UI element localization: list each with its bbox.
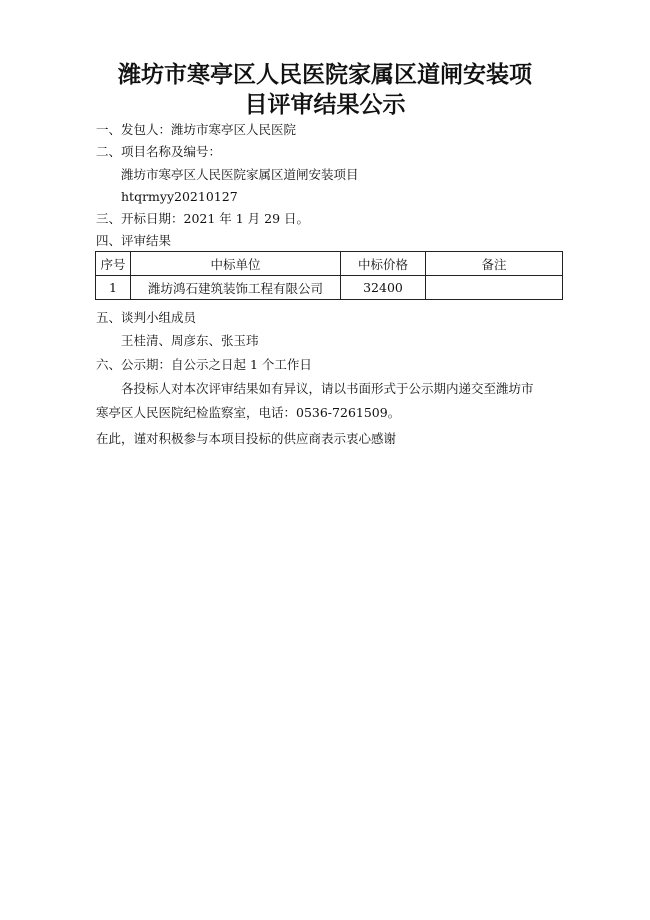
objection-notice-line-2: 寒亭区人民医院纪检监察室，电话：0536-7261509。: [96, 405, 401, 420]
document-title-line-1: 潍坊市寒亭区人民医院家属区道闸安装项: [118, 62, 532, 88]
table-header-row: [96, 252, 563, 276]
section-2-project-heading: 二、项目名称及编号：: [96, 144, 222, 159]
project-name: 潍坊市寒亭区人民医院家属区道闸安装项目: [121, 167, 359, 182]
cell-seq: 1: [96, 276, 131, 300]
section-6-publicity-period: 六、公示期：自公示之日起 1 个工作日: [96, 357, 312, 372]
table-row: [96, 276, 563, 300]
header-seq: 序号: [96, 252, 131, 276]
closing-thanks: 在此，谨对积极参与本项目投标的供应商表示衷心感谢: [96, 431, 397, 446]
panel-members: 王桂清、周彦东、张玉玮: [121, 333, 259, 348]
project-code: htqrmyy20210127: [121, 189, 238, 204]
header-winning-price: 中标价格: [341, 252, 426, 276]
cell-winning-unit: 潍坊鸿石建筑装饰工程有限公司: [131, 276, 341, 300]
section-1-employer: 一、发包人：潍坊市寒亭区人民医院: [96, 122, 297, 137]
header-remarks: 备注: [426, 252, 563, 276]
review-result-table: [95, 251, 563, 300]
section-5-panel-heading: 五、谈判小组成员: [96, 310, 197, 325]
cell-remarks: [426, 276, 563, 300]
objection-notice-line-1: 各投标人对本次评审结果如有异议，请以书面形式于公示期内递交至潍坊市: [121, 381, 534, 396]
section-4-review-result-heading: 四、评审结果: [96, 233, 172, 248]
section-3-bid-opening-date: 三、开标日期：2021 年 1 月 29 日。: [96, 211, 310, 226]
header-winning-unit: 中标单位: [131, 252, 341, 276]
cell-winning-price: 32400: [341, 276, 426, 300]
document-title-line-2: 目评审结果公示: [244, 92, 406, 118]
